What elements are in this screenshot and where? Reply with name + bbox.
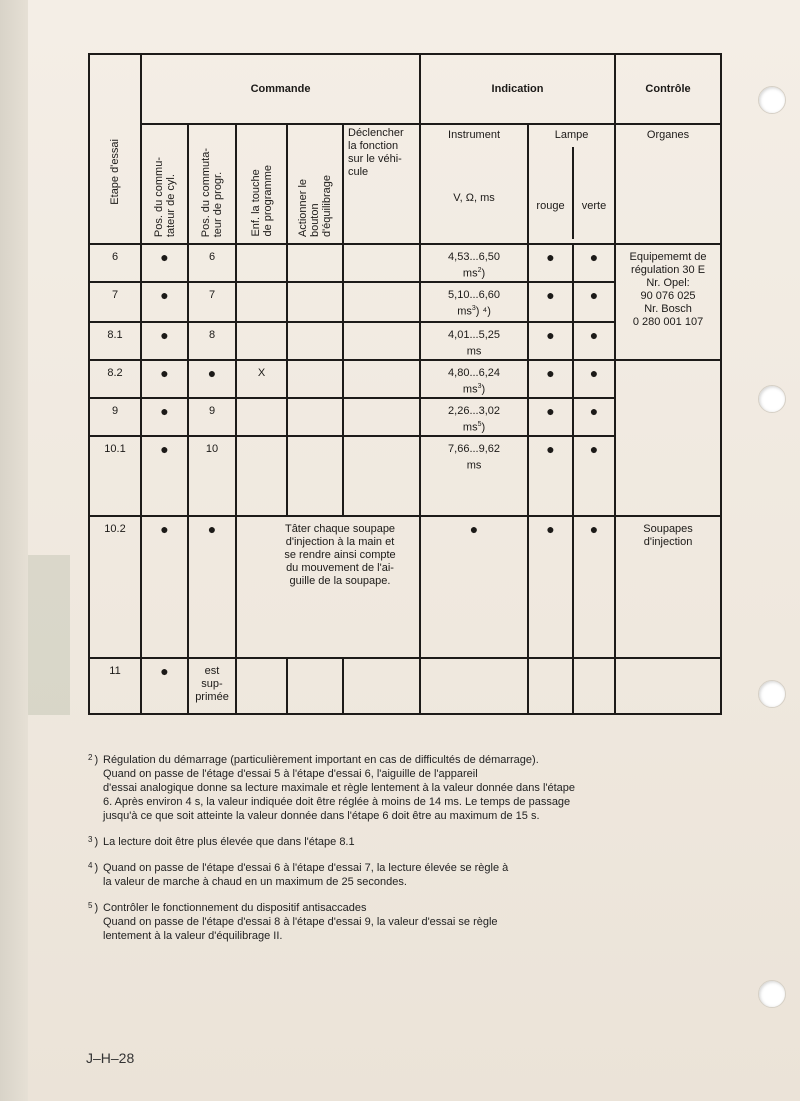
scan-edge: [0, 0, 28, 1101]
table-row: 7 ● 7 5,10...6,60 $ms^3$) ⁴) ● ●: [89, 282, 721, 322]
paper-stain: [28, 555, 70, 715]
header-verte: verte: [572, 147, 614, 239]
footnotes: [88, 753, 728, 955]
test-table: [88, 53, 722, 715]
instrument-value: 4,80...6,24 $ms^3$): [420, 360, 528, 398]
organes-soupapes: Soupapes d'injection: [615, 516, 721, 658]
instrument-value: 2,26...3,02 $ms^5$): [420, 398, 528, 436]
punch-hole: [758, 680, 786, 708]
footnote: 5 ) Contrôler le fonctionnement du dispositif antisaccades Quand on passe de l'étape d'essai 8 à l'étape d'essai 9, la valeur d'essai se règle lentement à la valeur d'équilibrage II.: [88, 901, 728, 943]
table-row: 8.2 ● ● X 4,80...6,24 $ms^3$) ● ●: [89, 360, 721, 398]
table-row: 8.1 ● 8 4,01...5,25 ms ● ●: [89, 322, 721, 360]
header-actionner-bouton: Actionner le bouton d'équilibrage: [287, 124, 343, 244]
header-instrument: Instrument V, Ω, ms: [420, 124, 528, 244]
instruction-text: Tâter chaque soupape d'injection à la main et se rendre ainsi compte du mouvement de l'ai- guille de la soupape.: [236, 516, 420, 658]
organes-equipement: Equipememt de régulation 30 E Nr. Opel: 90 076 025 Nr. Bosch 0 280 001 107: [615, 244, 721, 360]
header-row-1: [89, 54, 721, 124]
header-lampe: Lampe rouge verte: [528, 124, 615, 244]
instrument-value: 4,01...5,25 ms: [420, 322, 528, 360]
header-pos-progr: Pos. du commuta- teur de progr.: [188, 124, 236, 244]
table-row: 11 ● est sup- primée: [89, 658, 721, 714]
punch-hole: [758, 86, 786, 114]
footnote: 3 ) La lecture doit être plus élevée que dans l'étape 8.1: [88, 835, 728, 849]
table-row: 10.1 ● 10 7,66...9,62 ms ● ●: [89, 436, 721, 516]
table-row: 6 ● 6 4,53...6,50 $ms^2$) ● ● Equipememt de régulation 30 E Nr. Opel: 90 076 025 Nr. Bosch 0 280 001 107: [89, 244, 721, 282]
footnote: 2 ) Régulation du démarrage (particulièrement important en cas de difficultés de démarrage). Quand on passe de l'étage d'essai 5 à l'étape d'essai 6, l'aiguille de l'appareil d'essai analogique donne sa lecture maximale et règle lentement à la valeur donnée dans l'étape 6. Après environ 4 s, la valeur indiquée doit être réglée à moins de 14 ms. Le temps de passage jusqu'à ce que soit atteinte la valeur donnée dans l'étape 6 doit être au maximum de 15 s.: [88, 753, 728, 823]
header-rouge: rouge: [536, 200, 565, 212]
header-indication: Indication: [420, 54, 615, 124]
table-row: 10.2 ● ● Tâter chaque soupape d'injection à la main et se rendre ainsi compte du mouvement de l'ai- guille de la soupape. ● ● ● Soupapes d'injection: [89, 516, 721, 658]
punch-hole: [758, 980, 786, 1008]
header-pos-cyl: Pos. du commu- tateur de cyl.: [141, 124, 188, 244]
header-etape: Etape d'essai: [89, 54, 141, 244]
header-commande: Commande: [141, 54, 420, 124]
organes-empty: [615, 360, 721, 516]
header-controle: Contrôle: [615, 54, 721, 124]
instrument-value: 5,10...6,60 $ms^3$) ⁴): [420, 282, 528, 322]
page-code: J–H–28: [86, 1050, 135, 1066]
instrument-value: 4,53...6,50 $ms^2$): [420, 244, 528, 282]
header-row-2: [89, 124, 721, 244]
header-organes: Organes: [615, 124, 721, 244]
table-row: 9 ● 9 2,26...3,02 $ms^5$) ● ●: [89, 398, 721, 436]
header-enf-touche: Enf. la touche de programme: [236, 124, 287, 244]
header-declencher: Déclencher la fonction sur le véhi- cule: [343, 124, 420, 244]
punch-hole: [758, 385, 786, 413]
footnote: 4 ) Quand on passe de l'étape d'essai 6 à l'étape d'essai 7, la lecture élevée se règle à la valeur de marche à chaud en un maximum de 25 secondes.: [88, 861, 728, 889]
instrument-value: 7,66...9,62 ms: [420, 436, 528, 516]
